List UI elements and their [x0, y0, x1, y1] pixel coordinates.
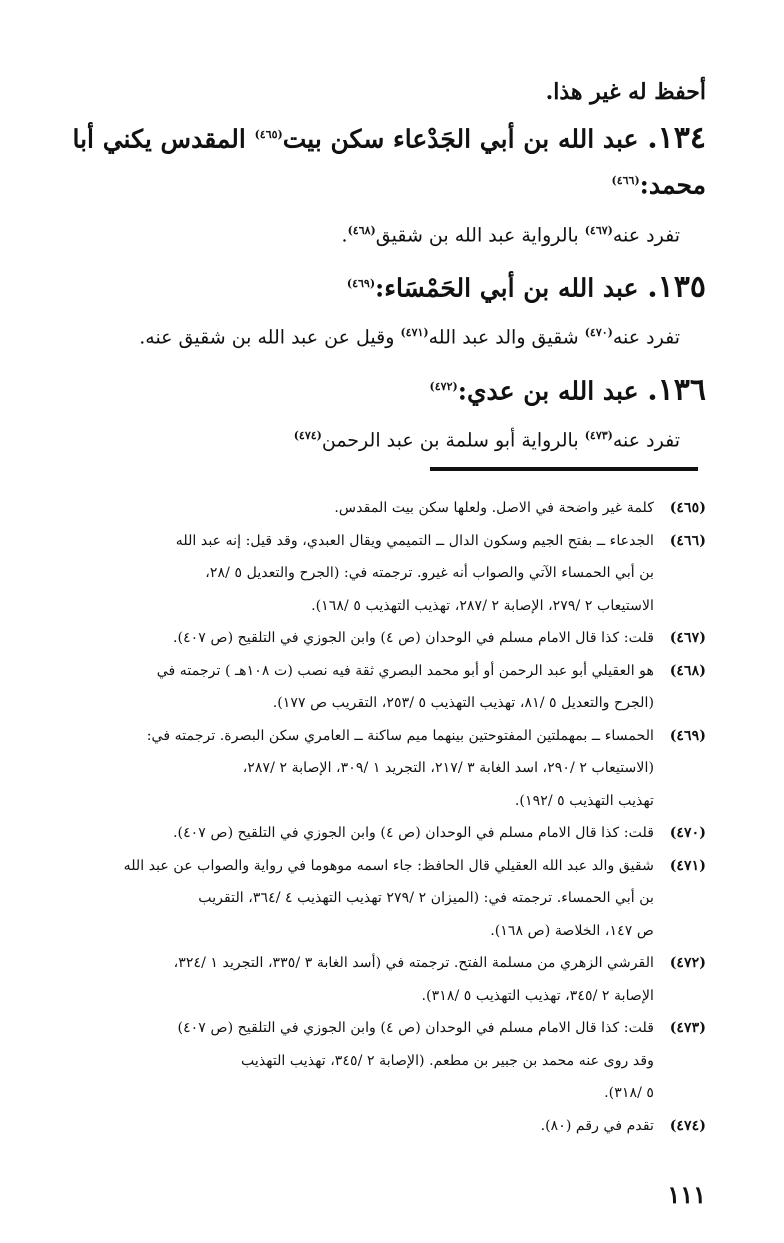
footnote-474	[76, 1110, 706, 1143]
footnote-line: الاستيعاب ٢ /٢٧٩، الإصابة ٢ /٢٨٧، تهذيب التهذيب ٥ /١٦٨).	[311, 597, 654, 614]
footnote-468	[76, 655, 706, 720]
footnote-number: (٤٦٦)	[669, 532, 706, 549]
footnote-line: تقدم في رقم (٨٠).	[540, 1117, 654, 1134]
footnote-number: (٤٦٨)	[669, 662, 706, 679]
entry-body	[70, 309, 706, 361]
entry-body	[70, 207, 706, 259]
footnote-line: الجدعاء ــ بفتح الجيم وسكون الدال ــ التميمي ويقال العبدي، وقد قيل: إنه عبد الله	[175, 532, 654, 549]
footnote-ref: (٤٦٦)	[611, 174, 640, 188]
footnote-ref: (٤٧٤)	[293, 428, 322, 442]
body-text: تفرد عنه	[612, 429, 680, 452]
body-text: تفرد عنه	[612, 326, 680, 349]
continuation-line: أحفظ له غير هذا.	[545, 79, 706, 105]
footnote-number: (٤٧٠)	[669, 825, 706, 841]
footnote-line: بن أبي الحمساء الآتي والصواب أنه غيرو. ترجمته في: (الجرح والتعديل ٥ /٢٨،	[205, 565, 654, 581]
body-text: وقيل عن عبد الله بن شقيق عنه.	[139, 326, 401, 349]
footnote-line: ٥ /٣١٨).	[604, 1085, 654, 1101]
footnote-line: الحمساء ــ بمهملتين المفتوحتين بينهما ميم ساكنة ــ العامري سكن البصرة. ترجمته في:	[146, 727, 654, 744]
footnote-line: وقد روى عنه محمد بن جبير بن مطعم. (الإصابة ٢ /٣٤٥، تهذيب التهذيب	[240, 1052, 654, 1069]
footnote-line: (الجرح والتعديل ٥ /٨١، تهذيب التهذيب ٥ /٢٥٣، التقريب ص ١٧٧).	[272, 695, 654, 711]
footnote-471	[76, 850, 706, 948]
body-text: تفرد عنه	[612, 223, 680, 246]
entry-name-continued: المقدس يكني أبا	[72, 124, 255, 154]
main-text	[70, 70, 706, 468]
footnote-466	[76, 525, 706, 623]
body-text: بالرواية عبد الله بن شقيق	[375, 223, 585, 246]
footnote-line: بن أبي الحمساء. ترجمته في: (الميزان ٢ /٢٧٩ تهذيب التهذيب ٤ /٣٦٤، التقريب	[198, 890, 654, 906]
footnote-number: (٤٦٧)	[669, 630, 706, 646]
body-text: بالرواية أبو سلمة بن عبد الرحمن	[321, 429, 585, 452]
footnote-number: (٤٧١)	[669, 857, 706, 874]
footnote-number: (٤٧٤)	[669, 1117, 706, 1134]
entry-name: عبد الله بن أبي الجَدْعاء سكن بيت	[282, 124, 639, 154]
footnote-467	[76, 622, 706, 655]
entry-134	[70, 114, 706, 259]
body-text: .	[341, 223, 348, 246]
entry-body	[70, 412, 706, 464]
footnote-465	[76, 492, 706, 525]
footnote-line: قلت: كذا قال الامام مسلم في الوحدان (ص ٤) وابن الجوزي في التلقيح (ص ٤٠٧)	[177, 1020, 654, 1036]
entry-name: عبد الله بن أبي الحَمْسَاء:	[375, 273, 639, 303]
footnote-469	[76, 720, 706, 818]
footnote-ref: (٤٦٩)	[346, 276, 376, 290]
footnote-ref: (٤٧٢)	[429, 379, 458, 393]
footnote-line: قلت: كذا قال الامام مسلم في الوحدان (ص ٤) وابن الجوزي في التلقيح (ص ٤٠٧).	[173, 630, 654, 646]
footnote-line: القرشي الزهري من مسلمة الفتح. ترجمته في (أسد الغابة ٣ /٣٣٥، التجريد ١ /٣٢٤،	[173, 955, 654, 971]
footnote-divider	[430, 467, 698, 471]
footnote-line: (الاستيعاب ٢ /٢٩٠، اسد الغابة ٣ /٢١٧، التجريد ١ /٣٠٩، الإصابة ٢ /٢٨٧،	[242, 760, 654, 776]
footnote-ref: (٤٦٧)	[584, 223, 613, 237]
footnote-ref: (٤٦٨)	[347, 223, 376, 237]
entry-kunya: محمد:	[639, 170, 706, 200]
footnote-number: (٤٦٩)	[669, 727, 706, 744]
footnote-number: (٤٦٥)	[669, 500, 706, 516]
footnote-470	[76, 817, 706, 850]
footnote-number: (٤٧٣)	[669, 1020, 706, 1036]
entry-heading-line2	[70, 160, 706, 206]
entry-number: ١٣٦.	[647, 371, 706, 407]
footnote-line: الإصابة ٢ /٣٤٥، تهذيب التهذيب ٥ /٣١٨).	[421, 987, 654, 1004]
footnote-line: قلت: كذا قال الامام مسلم في الوحدان (ص ٤) وابن الجوزي في التلقيح (ص ٤٠٧).	[173, 825, 654, 841]
entry-heading	[70, 366, 706, 412]
entry-heading	[70, 263, 706, 309]
footnote-473	[76, 1012, 706, 1110]
footnote-line: شقيق والد عبد الله العقيلي قال الحافظ: جاء اسمه موهوما في رواية والصواب عن عبد الله	[123, 857, 654, 874]
entry-heading	[70, 114, 706, 160]
footnote-ref: (٤٧٠)	[584, 326, 613, 340]
page-number: ١١١	[667, 1180, 706, 1209]
body-text: شقيق والد عبد الله	[428, 326, 585, 349]
entry-name: عبد الله بن عدي:	[457, 375, 639, 405]
footnotes	[76, 492, 706, 1142]
footnote-ref: (٤٦٥)	[254, 128, 283, 141]
entry-number: ١٣٥.	[647, 269, 706, 305]
footnote-line: تهذيب التهذيب ٥ /١٩٢).	[514, 792, 654, 809]
footnote-line: ص ١٤٧، الخلاصة (ص ١٦٨).	[490, 922, 654, 939]
footnote-472	[76, 947, 706, 1012]
footnote-ref: (٤٧٣)	[584, 428, 613, 442]
entry-number: ١٣٤.	[647, 120, 706, 156]
footnote-number: (٤٧٢)	[669, 955, 706, 971]
entry-136	[70, 366, 706, 465]
entry-135	[70, 263, 706, 362]
footnote-line: كلمة غير واضحة في الاصل. ولعلها سكن بيت المقدس.	[334, 500, 654, 516]
footnote-line: هو العقيلي أبو عبد الرحمن أو أبو محمد البصري ثقة فيه نصب (ت ١٠٨هـ ) ترجمته في	[156, 662, 654, 679]
footnote-ref: (٤٧١)	[400, 326, 429, 340]
